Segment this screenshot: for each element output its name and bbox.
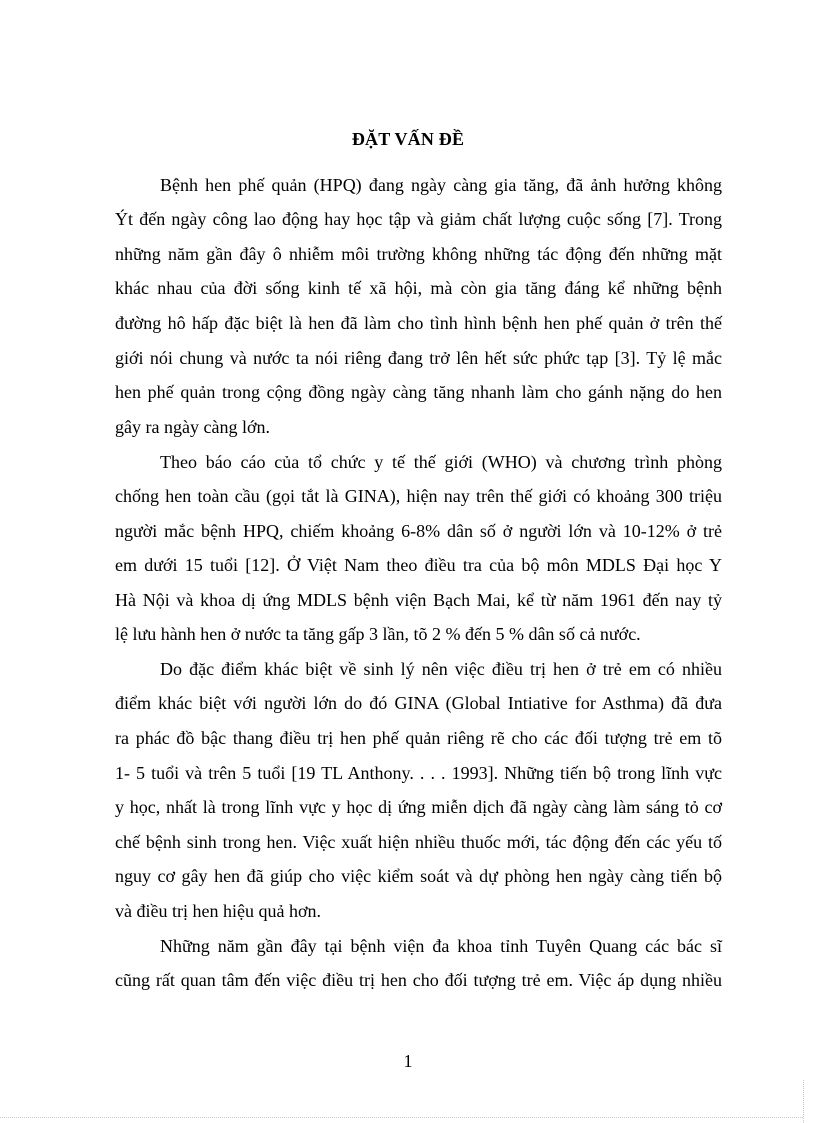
paragraph-1-line-4: khác nhau của đời sống kinh tế xã hội, mà còn gia tăng đáng kể những bệnh (115, 278, 722, 298)
paragraph-3-line-4: 1- 5 tuổi và trên 5 tuổi [19 TL Anthony. . . . 1993]. Những tiến bộ trong lĩnh vực (115, 763, 722, 783)
paragraph-3-line-3: ra phác đồ bậc thang điều trị hen phế quản riêng rẽ cho các đối tượng trẻ em tõ (115, 728, 722, 748)
page-number: 1 (403, 1051, 413, 1071)
page-corner-mark-vertical (803, 1080, 804, 1123)
paragraph-2-line-2: chống hen toàn cầu (gọi tắt là GINA), hiện nay trên thế giới có khoảng 300 triệu (115, 486, 722, 506)
paragraph-1-line-1: Bệnh hen phế quản (HPQ) đang ngày càng gia tăng, đã ảnh hưởng không (160, 175, 722, 195)
paragraph-2-line-4: em dưới 15 tuổi [12]. Ở Việt Nam theo điều tra của bộ môn MDLS Đại học Y (115, 555, 722, 575)
paragraph-3-line-8: và điều trị hen hiệu quả hơn. (115, 901, 321, 921)
paragraph-3-line-5: y học, nhất là trong lĩnh vực y học dị ứng miễn dịch đã ngày càng làm sáng tỏ cơ (115, 797, 722, 817)
paragraph-1-line-2: Ýt đến ngày công lao động hay học tập và giảm chất lượng cuộc sống [7]. Trong (115, 209, 722, 229)
paragraph-2-line-5: Hà Nội và khoa dị ứng MDLS bệnh viện Bạch Mai, kể từ năm 1961 đến nay tỷ (115, 590, 722, 610)
paragraph-2-line-1: Theo báo cáo của tổ chức y tế thế giới (WHO) và chương trình phòng (160, 452, 722, 472)
paragraph-3-line-6: chế bệnh sinh trong hen. Việc xuất hiện nhiều thuốc mới, tác động đến các yếu tố (115, 832, 722, 852)
paragraph-2-line-3: người mắc bệnh HPQ, chiếm khoảng 6-8% dân số ở người lớn và 10-12% ở trẻ (115, 521, 722, 541)
paragraph-1-line-7: hen phế quản trong cộng đồng ngày càng tăng nhanh làm cho gánh nặng do hen (115, 382, 722, 402)
paragraph-3-line-1: Do đặc điểm khác biệt về sinh lý nên việc điều trị hen ở trẻ em có nhiều (160, 659, 722, 679)
paragraph-1-line-3: những năm gần đây ô nhiễm môi trường không những tác động đến những mặt (115, 244, 722, 264)
paragraph-1-line-8: gây ra ngày càng lớn. (115, 417, 270, 437)
page-title: ĐẶT VẤN ĐỀ (351, 129, 465, 149)
paragraph-4-line-2: cũng rất quan tâm đến việc điều trị hen cho đối tượng trẻ em. Việc áp dụng nhiều (115, 970, 722, 990)
paragraph-1-line-6: giới nói chung và nước ta nói riêng đang trở lên hết sức phức tạp [3]. Tỷ lệ mắc (115, 348, 722, 368)
paragraph-2-line-6: lệ lưu hành hen ở nước ta tăng gấp 3 lần, tõ 2 % đến 5 % dân số cả nước. (115, 624, 641, 644)
paragraph-4-line-1: Những năm gần đây tại bệnh viện đa khoa tỉnh Tuyên Quang các bác sĩ (160, 936, 722, 956)
paragraph-3-line-7: nguy cơ gây hen đã giúp cho việc kiểm soát và dự phòng hen ngày càng tiến bộ (115, 866, 722, 886)
paragraph-1-line-5: đường hô hấp đặc biệt là hen đã làm cho tình hình bệnh hen phế quản ở trên thế (115, 313, 722, 333)
page-corner-mark-horizontal (0, 1117, 803, 1118)
paragraph-3-line-2: điểm khác biệt với người lớn do đó GINA (Global Intiative for Asthma) đã đưa (115, 693, 722, 713)
